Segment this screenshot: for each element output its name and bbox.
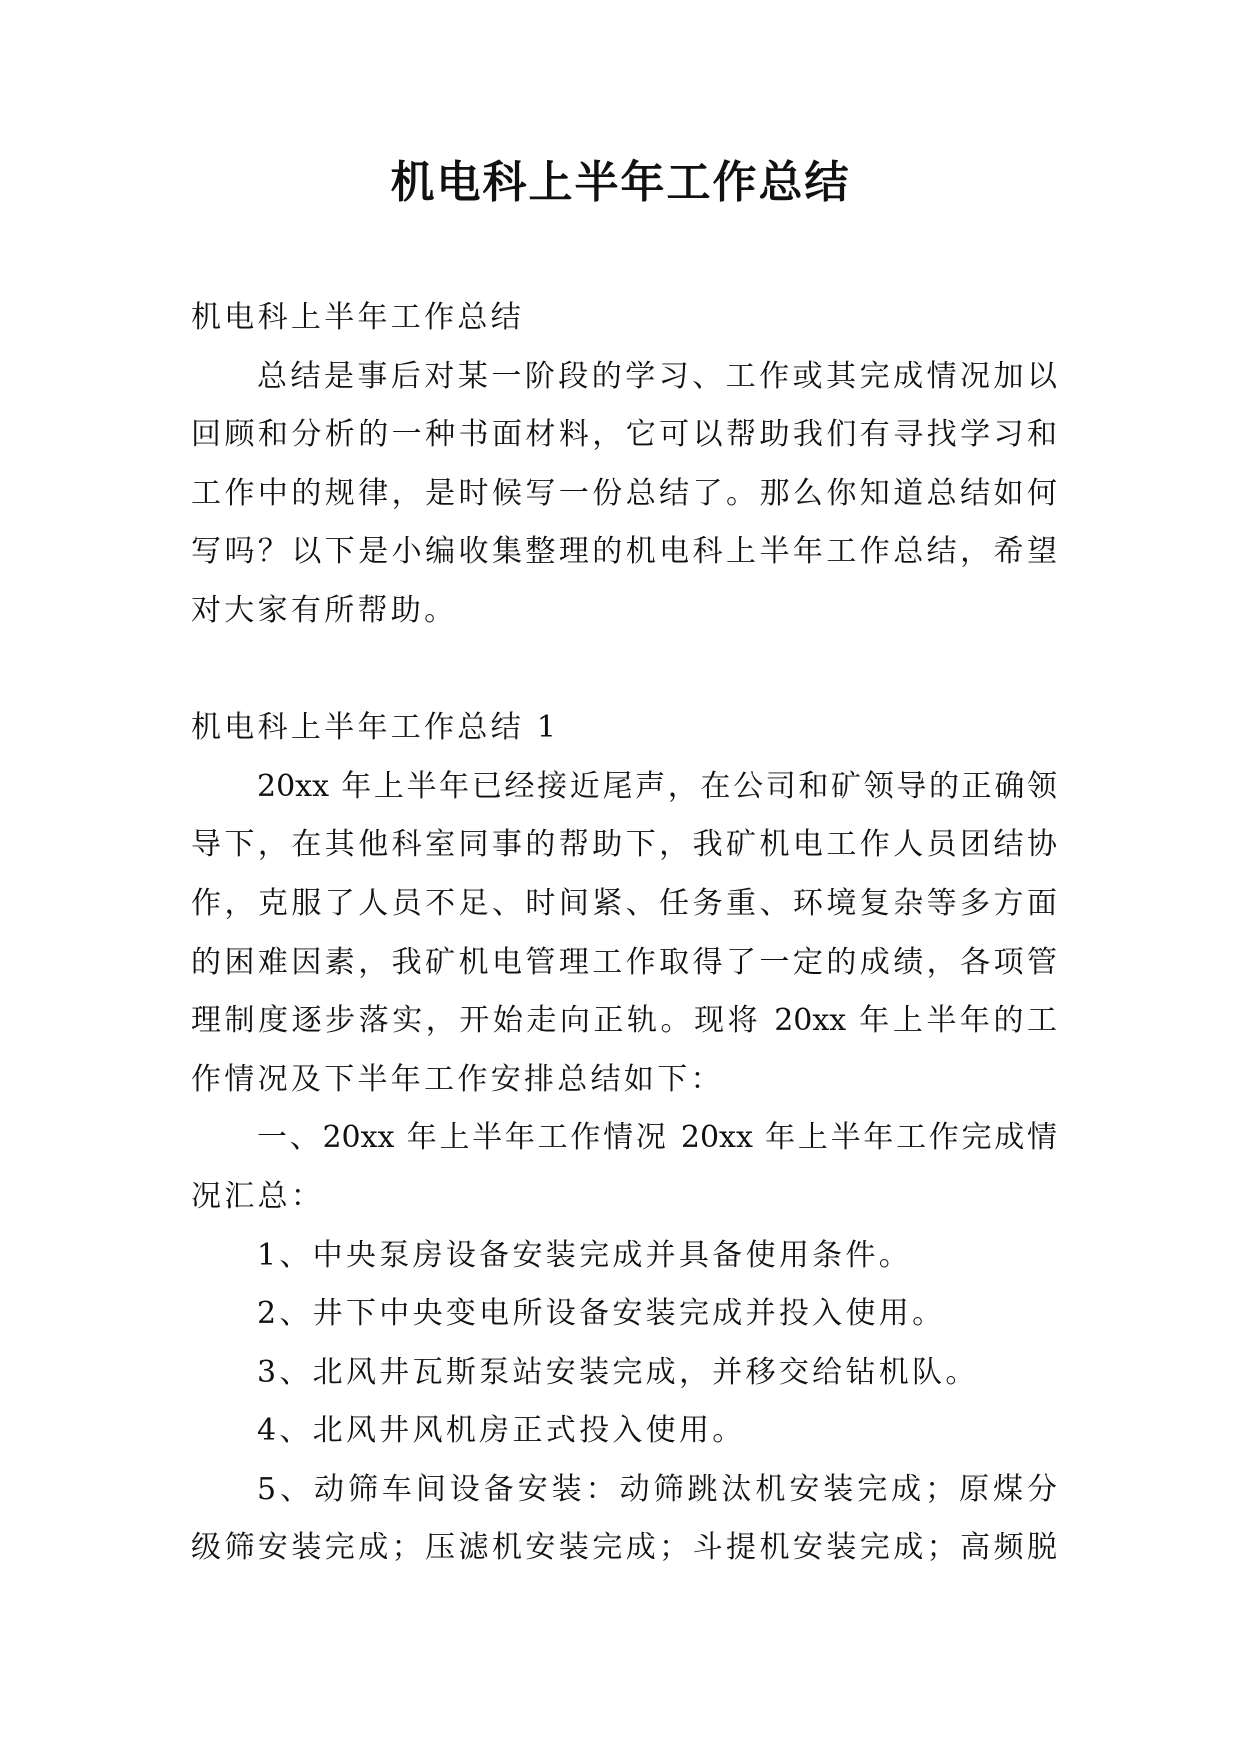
paragraph-line: 级筛安装完成；压滤机安装完成；斗提机安装完成；高频脱 bbox=[191, 1530, 1057, 1566]
paragraph-line: 回顾和分析的一种书面材料，它可以帮助我们有寻找学习和 bbox=[191, 417, 1057, 453]
paragraph-line: 理制度逐步落实，开始走向正轨。现将 20xx 年上半年的工 bbox=[191, 1003, 1057, 1039]
paragraph-line: 作情况及下半年工作安排总结如下： bbox=[191, 1061, 724, 1097]
list-item: 3、北风井瓦斯泵站安装完成，并移交给钻机队。 bbox=[257, 1354, 979, 1390]
document-title: 机电科上半年工作总结 bbox=[390, 157, 851, 208]
section-heading: 机电科上半年工作总结 1 bbox=[191, 710, 560, 746]
paragraph bbox=[191, 1109, 1057, 1226]
paragraph-line: 作，克服了人员不足、时间紧、任务重、环境复杂等多方面 bbox=[191, 885, 1057, 921]
paragraph-line: 写吗？以下是小编收集整理的机电科上半年工作总结，希望 bbox=[191, 534, 1057, 570]
document-body bbox=[191, 289, 1057, 1578]
paragraph-line: 对大家有所帮助。 bbox=[191, 592, 458, 628]
blank-line bbox=[191, 641, 1057, 700]
paragraph-line: 5、动筛车间设备安装：动筛跳汰机安装完成；原煤分 bbox=[257, 1471, 1057, 1507]
paragraph bbox=[191, 758, 1057, 1110]
paragraph-line: 的困难因素，我矿机电管理工作取得了一定的成绩，各项管 bbox=[191, 944, 1057, 980]
intro-paragraph bbox=[191, 348, 1057, 641]
paragraph-line: 一、20xx 年上半年工作情况 20xx 年上半年工作完成情 bbox=[257, 1120, 1057, 1156]
paragraph-line: 导下，在其他科室同事的帮助下，我矿机电工作人员团结协 bbox=[191, 827, 1057, 863]
paragraph-line: 20xx 年上半年已经接近尾声，在公司和矿领导的正确领 bbox=[257, 768, 1057, 804]
paragraph-line: 总结是事后对某一阶段的学习、工作或其完成情况加以 bbox=[257, 358, 1057, 394]
paragraph-line: 况汇总： bbox=[191, 1178, 325, 1214]
list-item: 4、北风井风机房正式投入使用。 bbox=[257, 1413, 746, 1449]
intro-heading: 机电科上半年工作总结 bbox=[191, 300, 524, 335]
list-item: 2、井下中央变电所设备安装完成并投入使用。 bbox=[257, 1296, 946, 1332]
paragraph-line: 工作中的规律，是时候写一份总结了。那么你知道总结如何 bbox=[191, 475, 1057, 511]
list-item: 1、中央泵房设备安装完成并具备使用条件。 bbox=[257, 1237, 913, 1273]
list-item bbox=[191, 1461, 1057, 1578]
